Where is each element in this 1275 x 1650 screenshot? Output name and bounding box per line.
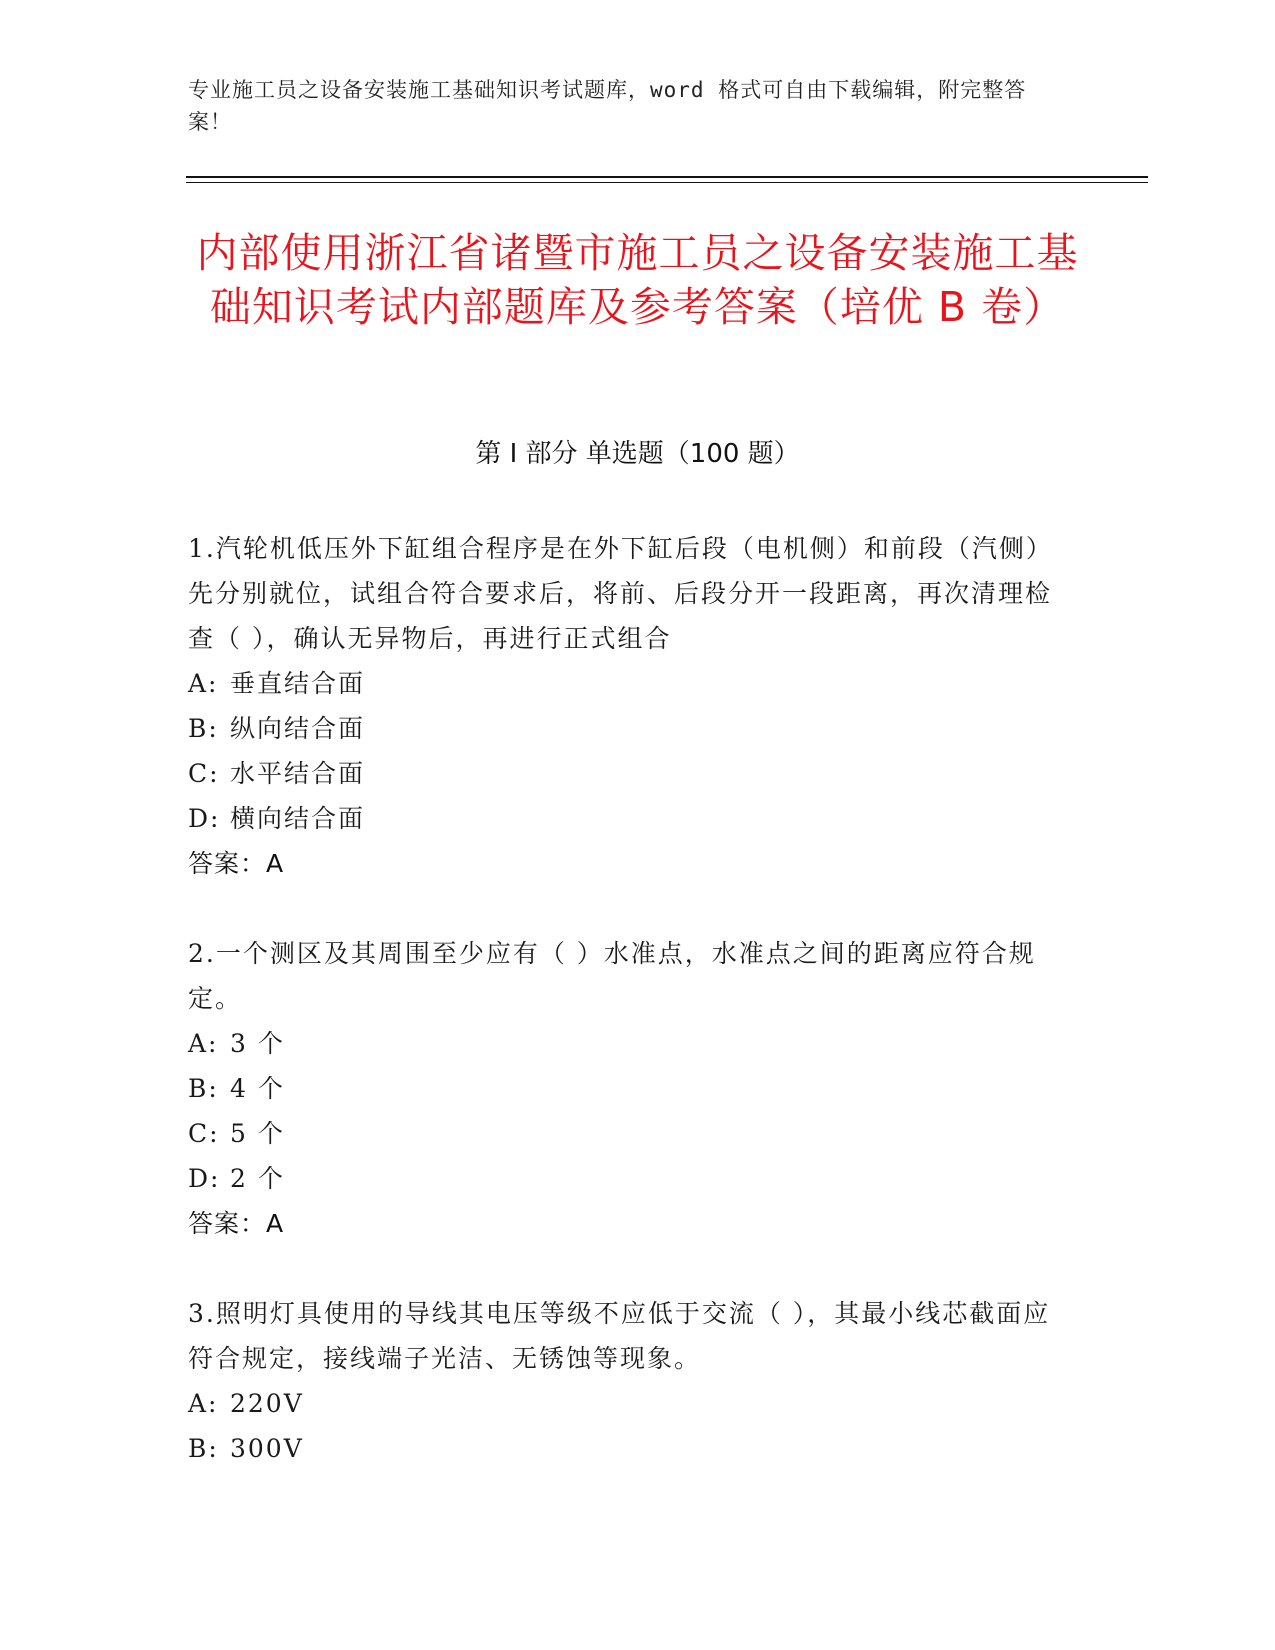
option-b <box>188 706 1068 751</box>
option-d <box>188 1156 1068 1201</box>
header-note: 专业施工员之设备安装施工基础知识考试题库，word 格式可自由下载编辑，附完整答案！ <box>188 78 1027 134</box>
option-c <box>188 1111 1068 1156</box>
question-3 <box>188 1291 1068 1471</box>
question-2 <box>188 931 1068 1246</box>
option-text: 横向结合面 <box>230 804 366 833</box>
option-text: 垂直结合面 <box>230 669 366 698</box>
answer-line: 答案：A <box>188 849 285 878</box>
option-text: 3 个 <box>230 1029 285 1058</box>
option-letter: C: <box>188 759 220 788</box>
option-c <box>188 751 1068 796</box>
option-b <box>188 1426 1068 1471</box>
option-text: 5 个 <box>230 1119 285 1148</box>
option-a <box>188 1381 1068 1426</box>
option-d <box>188 796 1068 841</box>
option-letter: D: <box>188 1164 221 1193</box>
question-1 <box>188 526 1068 886</box>
option-letter: A: <box>188 1389 219 1418</box>
document-title: 内部使用浙江省诸暨市施工员之设备安装施工基础知识考试内部题库及参考答案（培优 B 卷） <box>196 229 1079 331</box>
header-divider-thin <box>186 182 1148 183</box>
option-text: 4 个 <box>230 1074 285 1103</box>
option-letter: C: <box>188 1119 220 1148</box>
header-divider-thick <box>186 176 1148 178</box>
answer-line: 答案：A <box>188 1209 285 1238</box>
question-text: 2.一个测区及其周围至少应有（ ）水准点，水准点之间的距离应符合规定。 <box>188 939 1036 1013</box>
question-text: 3.照明灯具使用的导线其电压等级不应低于交流（ ），其最小线芯截面应符合规定，接线端子光洁、无锈蚀等现象。 <box>188 1299 1051 1373</box>
option-b <box>188 1066 1068 1111</box>
option-text: 水平结合面 <box>230 759 366 788</box>
option-text: 纵向结合面 <box>230 714 366 743</box>
option-text: 2 个 <box>230 1164 285 1193</box>
section-heading: 第 I 部分 单选题（100 题） <box>475 439 800 469</box>
option-letter: D: <box>188 804 221 833</box>
option-text: 300V <box>230 1434 304 1463</box>
question-text: 1.汽轮机低压外下缸组合程序是在外下缸后段（电机侧）和前段（汽侧）先分别就位，试组合符合要求后，将前、后段分开一段距离，再次清理检查（ ），确认无异物后，再进行正式组合 <box>188 534 1053 653</box>
option-letter: A: <box>188 669 219 698</box>
option-text: 220V <box>230 1389 304 1418</box>
question-list <box>188 526 1068 1516</box>
option-letter: B: <box>188 714 219 743</box>
option-a <box>188 1021 1068 1066</box>
option-letter: B: <box>188 1434 219 1463</box>
option-letter: B: <box>188 1074 219 1103</box>
option-letter: A: <box>188 1029 219 1058</box>
option-a <box>188 661 1068 706</box>
